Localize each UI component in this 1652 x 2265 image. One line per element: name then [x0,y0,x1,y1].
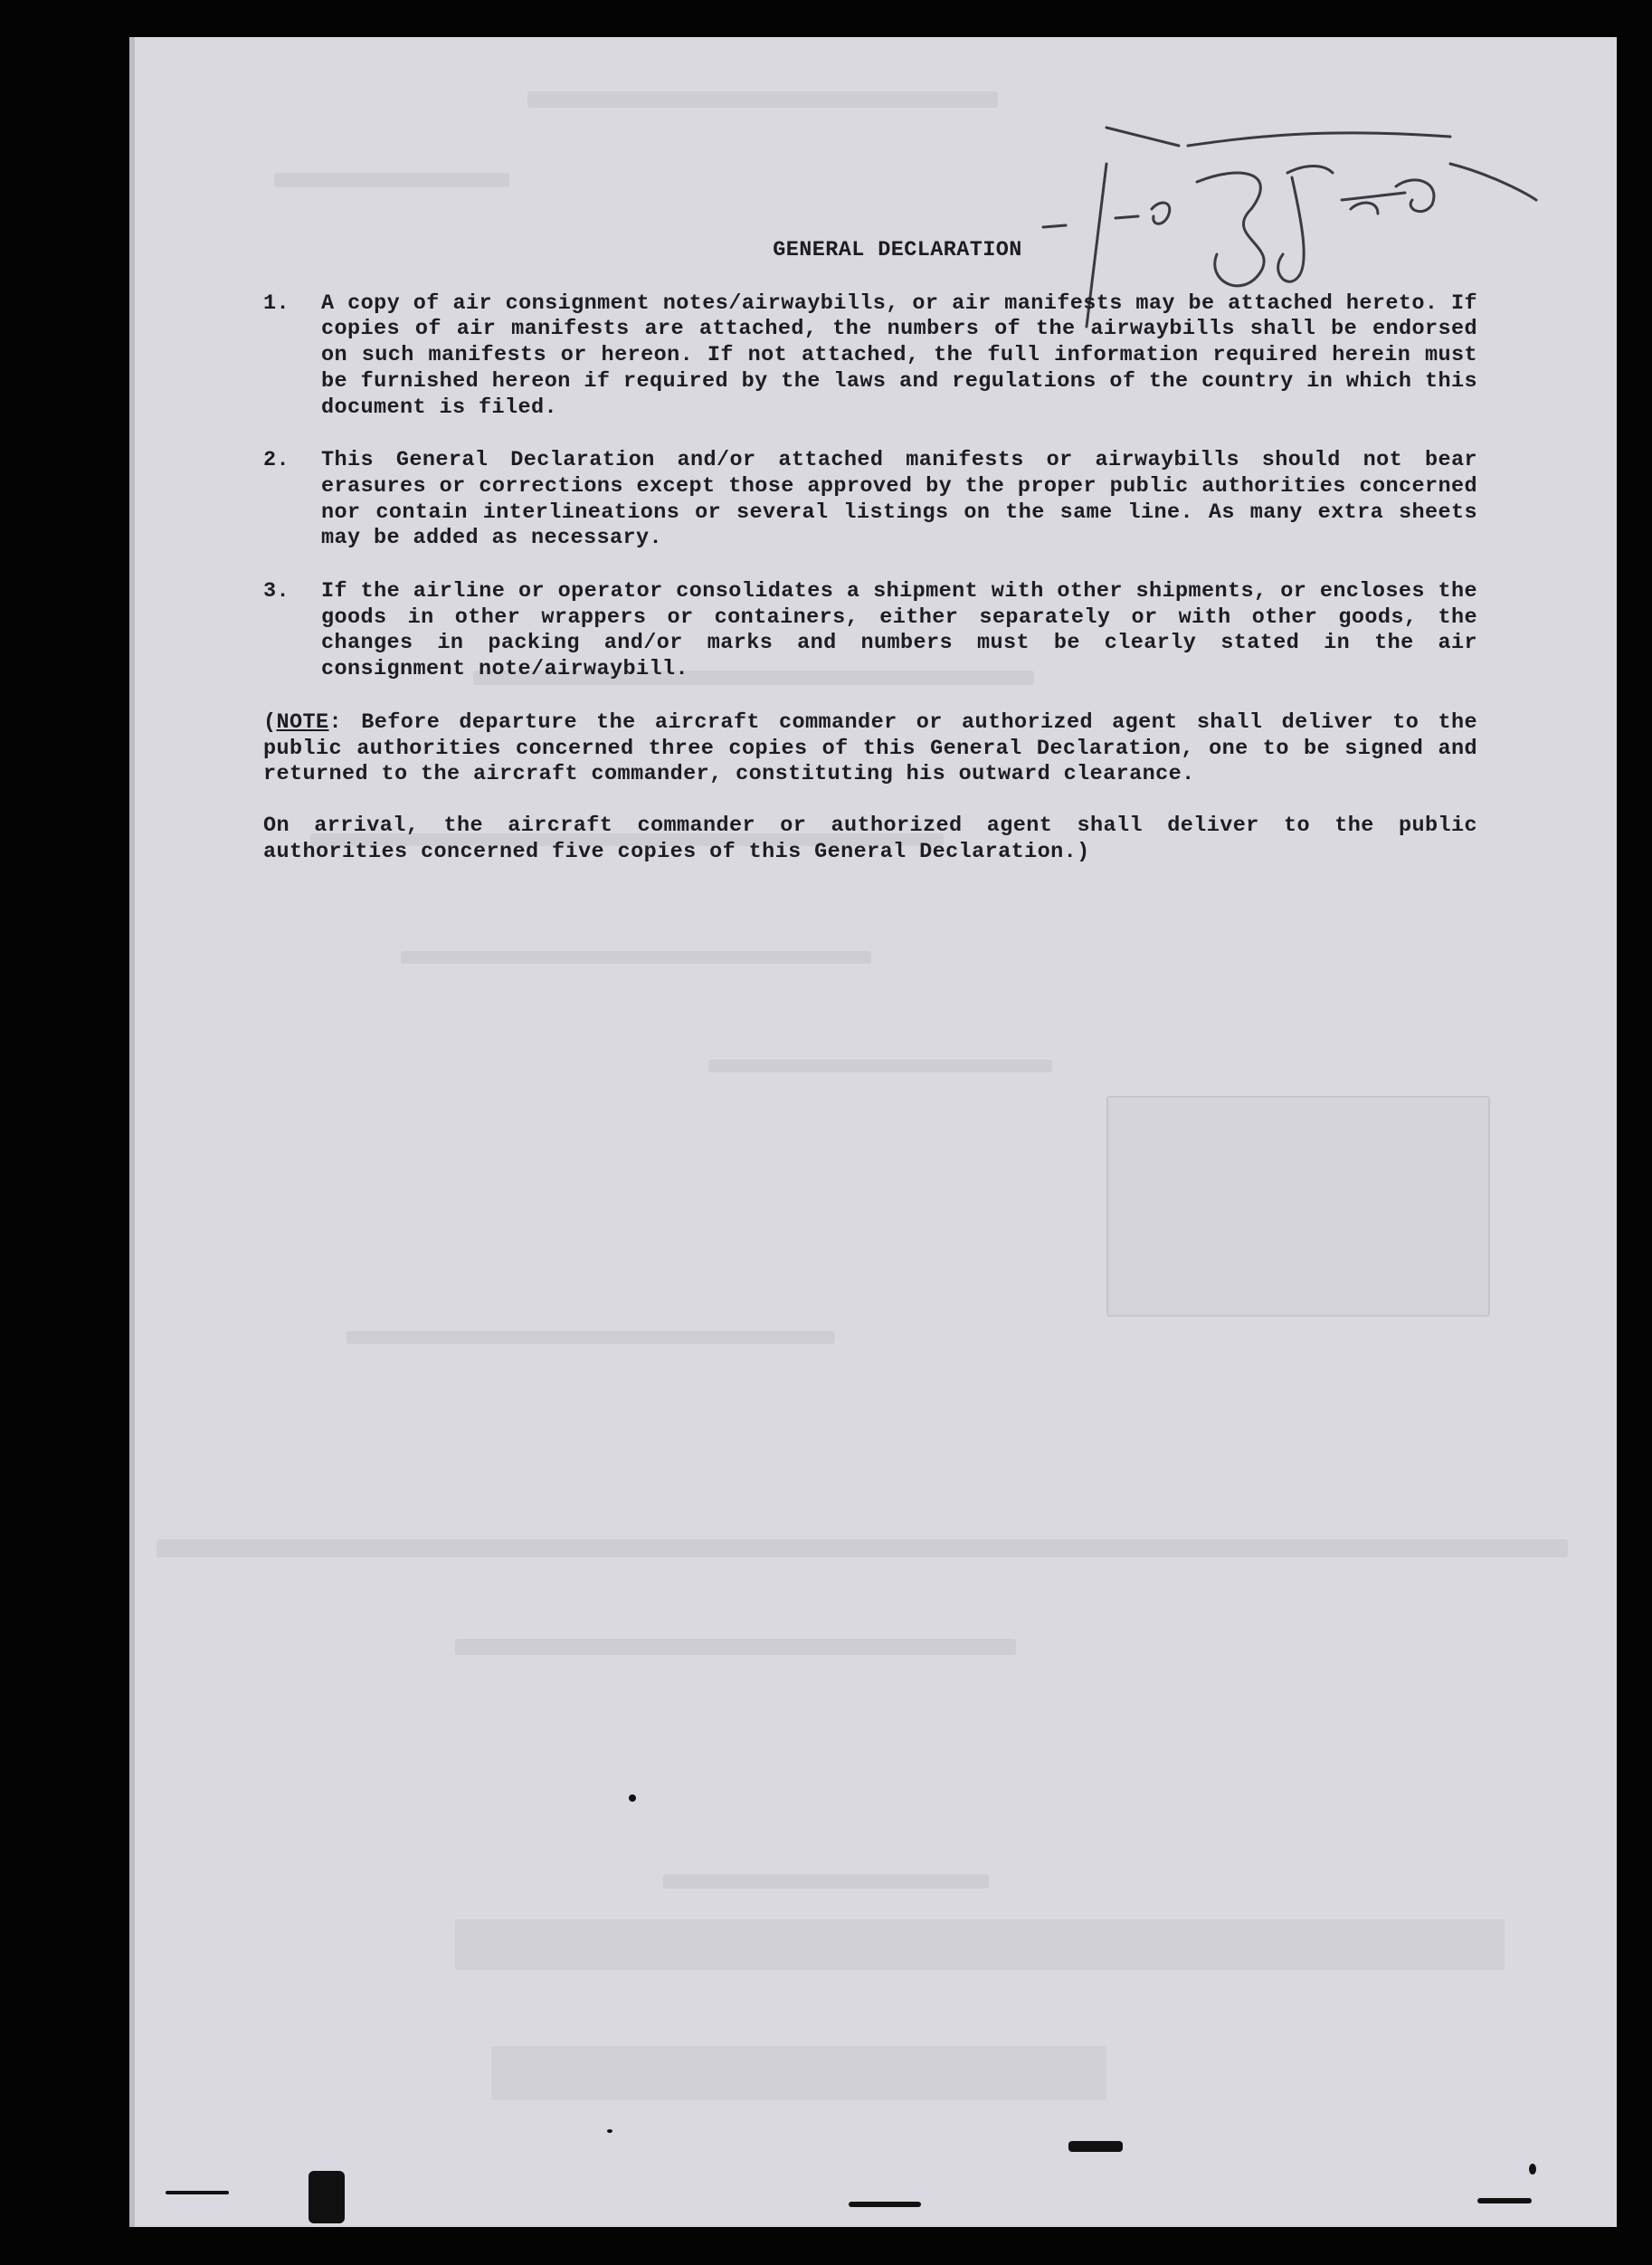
item-text: A copy of air consignment notes/airwaybills, or air manifests may be attached hereto. If copies of air manifests are attached, the numbers of the airwaybills shall be endorsed on such manifests or hereon. If not attached, the full information required herein must be furnished hereon if required by the laws and regulations of the country in which this document is filed. [321,290,1477,420]
note-text: : Before departure the aircraft commander or authorized agent shall deliver to the public authorities concerned three copies of this General Declaration, one to be signed and returned to the aircraft commander, constituting his outward clearance. [263,709,1477,787]
scan-speck [849,2202,921,2207]
item-text: If the airline or operator consolidates a shipment with other shipments, or encloses the goods in other wrappers or containers, either separately or with other goods, the changes in packing and/or marks and numbers must be clearly stated in the air consignment note/airwaybill. [321,579,1477,682]
note-label: NOTE [276,709,329,735]
scan-speck [1068,2141,1123,2152]
declaration-instructions [263,238,1477,865]
scan-speck [309,2171,345,2223]
arrival-paragraph: On arrival, the aircraft commander or authorized agent shall deliver to the public authorities concerned five copies of this General Declaration.) [263,813,1477,864]
instruction-item [263,291,1477,422]
scan-speck [1477,2198,1532,2203]
page-title: GENERAL DECLARATION [773,238,1022,262]
scan-speck [607,2129,612,2133]
item-text: This General Declaration and/or attached manifests or airwaybills should not bear erasures or corrections except those approved by the proper public authorities concerned nor contain interlineations or several listings on the same line. As many extra sheets may be added as necessary. [321,448,1477,551]
document-page [129,37,1617,2227]
scan-speck [629,1794,636,1802]
note-open-paren: ( [263,709,277,735]
item-number: 2. [263,448,290,473]
note-paragraph [263,710,1477,788]
item-number: 3. [263,579,290,604]
item-number: 1. [263,290,290,316]
instruction-item [263,448,1477,552]
page-edge [129,37,135,2227]
scan-speck [166,2191,229,2194]
scan-speck [1529,2164,1536,2175]
instruction-item [263,579,1477,683]
